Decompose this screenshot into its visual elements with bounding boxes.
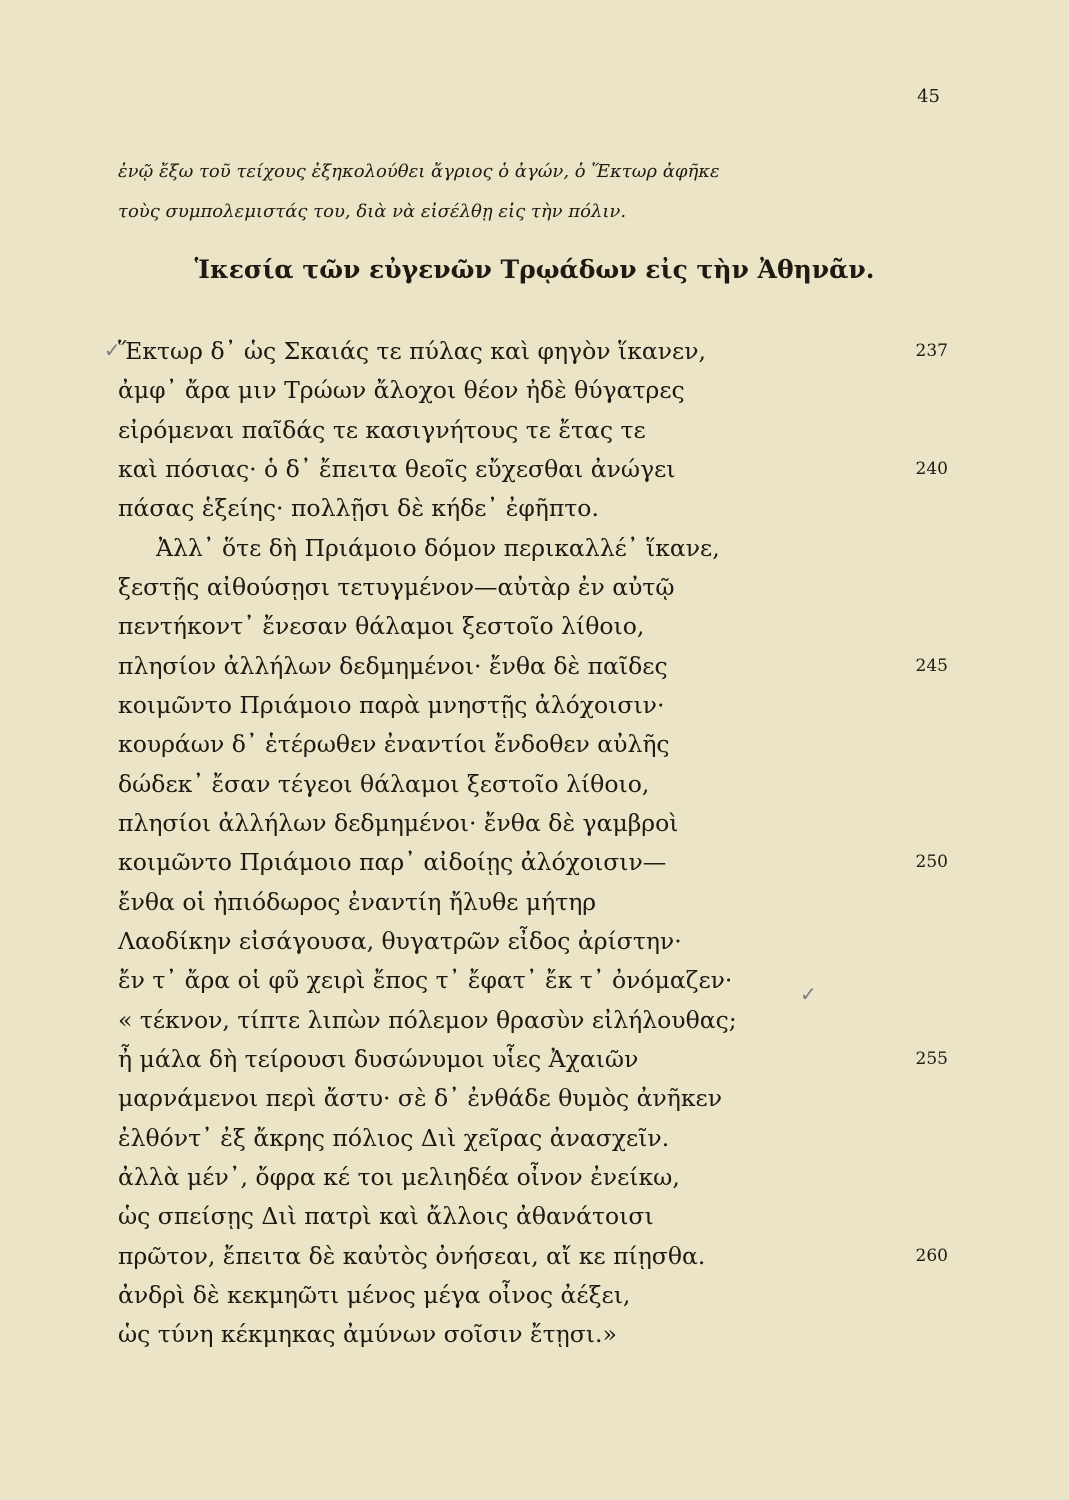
verse-text: ἔνθα οἱ ἠπιόδωρος ἐναντίη ἤλυθε μήτηρ xyxy=(118,887,597,916)
verse-text: ἀλλὰ μέν᾽, ὄφρα κέ τοι μελιηδέα οἶνον ἐνείκω, xyxy=(118,1162,680,1191)
pencil-check-mark: ✓ xyxy=(800,982,817,1006)
summary-line: ἐνῷ ἔξω τοῦ τείχους ἐξηκολούθει ἄγριος ὁ ἀγών, ὁ Ἕκτωρ ἀφῆκε xyxy=(118,161,720,182)
verse-line xyxy=(118,686,948,725)
verse-line xyxy=(118,489,948,528)
verse-line xyxy=(118,804,948,843)
prose-summary xyxy=(118,152,948,232)
verse-line xyxy=(118,1315,948,1354)
verse-text: κοιμῶντο Πριάμοιο παρὰ μνηστῇς ἀλόχοισιν· xyxy=(118,690,665,719)
section-heading: Ἱκεσία τῶν εὐγενῶν Τρῳάδων εἰς τὴν Ἀθηνᾶν. xyxy=(194,255,875,284)
verse-text: πάσας ἑξείης· πολλῇσι δὲ κήδε᾽ ἐφῆπτο. xyxy=(118,494,599,523)
verse-text: πεντήκοντ᾽ ἔνεσαν θάλαμοι ξεστοῖο λίθοιο, xyxy=(118,612,645,641)
verse-line xyxy=(118,961,948,1000)
verse-text: δώδεκ᾽ ἔσαν τέγεοι θάλαμοι ξεστοῖο λίθοιο, xyxy=(118,769,650,798)
verse-text: μαρνάμενοι περὶ ἄστυ· σὲ δ᾽ ἐνθάδε θυμὸς ἀνῆκεν xyxy=(118,1084,723,1113)
line-number: 237 xyxy=(915,341,948,361)
verse-line xyxy=(118,1237,948,1276)
verse-text: κοιμῶντο Πριάμοιο παρ᾽ αἰδοίῃς ἀλόχοισιν— xyxy=(118,848,667,877)
verse-text: Ἀλλ᾽ ὅτε δὴ Πριάμοιο δόμον περικαλλέ᾽ ἵκανε, xyxy=(156,533,720,562)
verse-text: ὡς σπείσῃς Διὶ πατρὶ καὶ ἄλλοις ἀθανάτοισι xyxy=(118,1202,654,1231)
verse-line xyxy=(118,1079,948,1118)
verse-line xyxy=(118,411,948,450)
verse-text: ἔν τ᾽ ἄρα οἱ φῦ χειρὶ ἔπος τ᾽ ἔφατ᾽ ἔκ τ᾽ ὀνόμαζεν· xyxy=(118,966,733,995)
verse-line xyxy=(118,883,948,922)
line-number: 250 xyxy=(915,852,948,873)
verse-text: καὶ πόσιας· ὁ δ᾽ ἔπειτα θεοῖς εὔχεσθαι ἀνώγει xyxy=(118,454,676,483)
pencil-check-mark: ✓ xyxy=(104,338,121,362)
page-number: 45 xyxy=(917,86,940,107)
verse-line xyxy=(118,1040,948,1079)
line-number: 260 xyxy=(915,1245,948,1266)
verse-text: Ἕκτωρ δ᾽ ὡς Σκαιάς τε πύλας καὶ φηγὸν ἵκανεν, xyxy=(118,337,706,365)
verse-block xyxy=(118,332,948,1355)
verse-line xyxy=(118,1197,948,1236)
verse-line xyxy=(118,1158,948,1197)
verse-text: ἀμφ᾽ ἄρα μιν Τρώων ἄλοχοι θέον ἠδὲ θύγατρες xyxy=(118,376,685,405)
line-number: 255 xyxy=(915,1048,948,1069)
line-number: 245 xyxy=(915,655,948,676)
verse-text: « τέκνον, τίπτε λιπὼν πόλεμον θρασὺν εἰλήλουθας; xyxy=(118,1005,737,1034)
verse-text: Λαοδίκην εἰσάγουσα, θυγατρῶν εἶδος ἀρίστην· xyxy=(118,926,682,955)
verse-line xyxy=(118,725,948,764)
verse-text: πλησίοι ἀλλήλων δεδμημένοι· ἔνθα δὲ γαμβροὶ xyxy=(118,808,679,837)
verse-line xyxy=(118,1119,948,1158)
verse-text: ἦ μάλα δὴ τείρουσι δυσώνυμοι υἷες Ἀχαιῶν xyxy=(118,1044,639,1073)
verse-line xyxy=(118,647,948,686)
verse-text: ἀνδρὶ δὲ κεκμηῶτι μένος μέγα οἶνος ἀέξει, xyxy=(118,1280,631,1309)
verse-line xyxy=(118,1001,948,1040)
verse-line xyxy=(118,922,948,961)
verse-text: πρῶτον, ἔπειτα δὲ καὐτὸς ὀνήσεαι, αἴ κε πίῃσθα. xyxy=(118,1241,706,1270)
verse-line xyxy=(118,371,948,410)
verse-text: κουράων δ᾽ ἑτέρωθεν ἐναντίοι ἔνδοθεν αὐλῆς xyxy=(118,730,670,759)
verse-text: ἐλθόντ᾽ ἐξ ἄκρης πόλιος Διὶ χεῖρας ἀνασχεῖν. xyxy=(118,1123,670,1152)
verse-line xyxy=(118,765,948,804)
verse-text: εἰρόμεναι παῖδάς τε κασιγνήτους τε ἔτας τε xyxy=(118,415,646,444)
verse-text: ὡς τύνη κέκμηκας ἀμύνων σοῖσιν ἔτῃσι.» xyxy=(118,1320,617,1349)
verse-line xyxy=(118,568,948,607)
verse-line xyxy=(118,843,948,882)
verse-line xyxy=(118,450,948,489)
verse-line xyxy=(118,607,948,646)
line-number: 240 xyxy=(915,458,948,479)
verse-text: πλησίον ἀλλήλων δεδμημένοι· ἔνθα δὲ παῖδες xyxy=(118,651,668,680)
verse-line xyxy=(118,1276,948,1315)
verse-text: ξεστῇς αἰθούσῃσι τετυγμένον—αὐτὰρ ἐν αὐτῷ xyxy=(118,572,675,601)
verse-line xyxy=(118,332,948,371)
summary-line: τοὺς συμπολεμιστάς του, διὰ νὰ εἰσέλθῃ εἰς τὴν πόλιν. xyxy=(118,201,627,222)
verse-line xyxy=(118,529,948,568)
